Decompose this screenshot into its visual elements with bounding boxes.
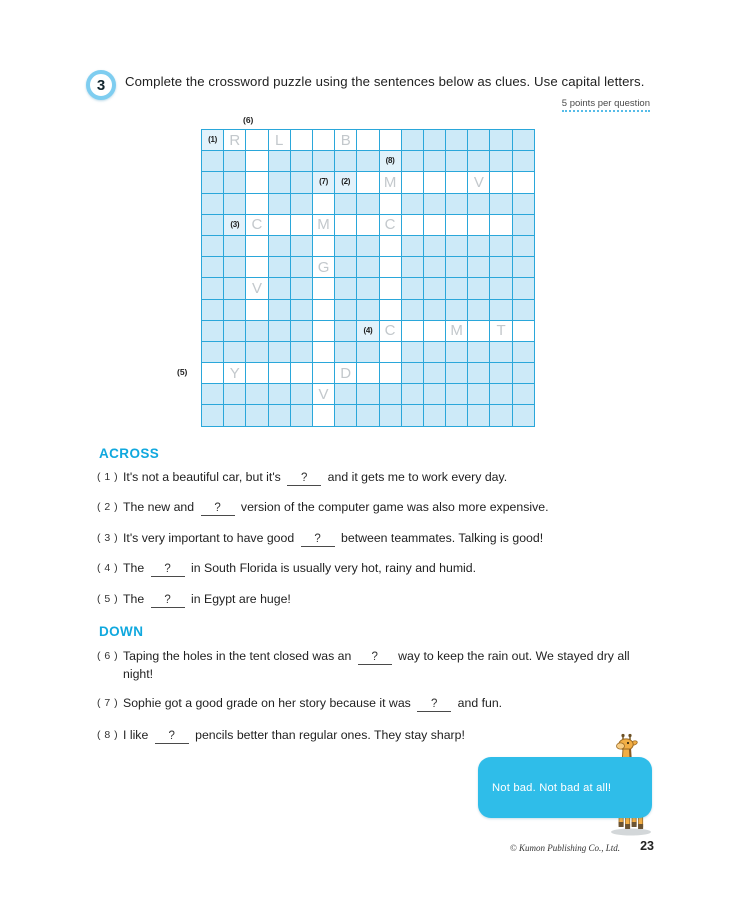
crossword-cell-white[interactable] — [513, 321, 534, 341]
crossword-cell-blue — [224, 151, 245, 171]
crossword-cell-blue — [202, 151, 223, 171]
grid-clue-number-5: (5) — [177, 367, 188, 377]
crossword-cell-white[interactable] — [335, 130, 356, 150]
crossword-cell-blue — [335, 172, 356, 192]
crossword-cell-white[interactable] — [335, 215, 356, 235]
crossword-cell-white[interactable] — [313, 130, 334, 150]
crossword-cell-blue — [468, 194, 489, 214]
crossword-cell-blue — [246, 321, 267, 341]
crossword-cell-blue — [335, 151, 356, 171]
crossword-cell-blue — [357, 300, 378, 320]
grid-clue-number: (4) — [363, 325, 373, 335]
clue-number: ( 6 ) — [97, 650, 119, 662]
speech-bubble — [478, 757, 652, 818]
crossword-cell-white[interactable] — [313, 278, 334, 298]
crossword-cell-white[interactable] — [246, 257, 267, 277]
crossword-cell-blue — [513, 151, 534, 171]
crossword-cell-blue — [490, 194, 511, 214]
crossword-cell-blue — [269, 321, 290, 341]
crossword-cell-blue — [490, 278, 511, 298]
crossword-cell-blue — [357, 342, 378, 362]
crossword-cell-blue — [402, 363, 423, 383]
crossword-cell-blue — [269, 151, 290, 171]
crossword-cell-blue — [357, 194, 378, 214]
crossword-cell-blue — [490, 405, 511, 425]
crossword-cell-white[interactable] — [313, 236, 334, 256]
crossword-cell-blue — [202, 342, 223, 362]
clue-text: The new and ? version of the computer game was also more expensive. — [123, 500, 549, 514]
clue-item — [97, 590, 669, 608]
clue-text: The ? in Egypt are huge! — [123, 592, 291, 606]
crossword-cell-blue — [224, 278, 245, 298]
guide-letter: M — [317, 216, 330, 234]
crossword-cell-white[interactable] — [490, 215, 511, 235]
crossword-cell-blue — [335, 194, 356, 214]
guide-letter: V — [318, 385, 329, 403]
crossword-cell-white[interactable] — [468, 215, 489, 235]
crossword-cell-white[interactable] — [380, 215, 401, 235]
crossword-cell-blue — [291, 405, 312, 425]
crossword-cell-blue — [513, 384, 534, 404]
crossword-cell-white[interactable] — [313, 342, 334, 362]
crossword-cell-blue — [490, 384, 511, 404]
grid-clue-number: (3) — [230, 219, 240, 229]
guide-letter: V — [251, 279, 262, 297]
crossword-cell-white[interactable] — [246, 278, 267, 298]
crossword-cell-blue — [269, 300, 290, 320]
crossword-cell-blue — [291, 194, 312, 214]
clue-item — [97, 498, 669, 516]
crossword-cell-blue — [513, 342, 534, 362]
crossword-cell-blue — [224, 172, 245, 192]
crossword-cell-blue — [446, 130, 467, 150]
crossword-cell-white[interactable] — [357, 130, 378, 150]
clue-item — [97, 468, 669, 486]
crossword-cell-blue — [402, 236, 423, 256]
crossword-cell-blue — [224, 384, 245, 404]
crossword-cell-blue — [513, 194, 534, 214]
crossword-cell-blue — [424, 130, 445, 150]
crossword-cell-blue — [424, 278, 445, 298]
clue-number: ( 1 ) — [97, 471, 119, 483]
guide-letter: B — [340, 131, 351, 149]
crossword-cell-blue — [291, 384, 312, 404]
crossword-cell-blue — [246, 384, 267, 404]
crossword-cell-blue — [490, 257, 511, 277]
crossword-cell-blue — [291, 278, 312, 298]
guide-letter: C — [384, 322, 396, 340]
crossword-cell-white[interactable] — [357, 363, 378, 383]
crossword-cell-blue — [446, 194, 467, 214]
crossword-cell-blue — [291, 257, 312, 277]
crossword-cell-blue — [269, 384, 290, 404]
crossword-cell-blue — [202, 321, 223, 341]
speech-bubble-text: Not bad. Not bad at all! — [492, 781, 612, 794]
guide-letter: T — [496, 322, 506, 340]
clue-item — [97, 529, 669, 547]
grid-clue-number: (1) — [208, 135, 218, 145]
crossword-cell-blue — [402, 384, 423, 404]
guide-letter: C — [384, 216, 396, 234]
crossword-cell-blue — [402, 194, 423, 214]
crossword-cell-white[interactable] — [269, 215, 290, 235]
crossword-cell-white[interactable] — [335, 363, 356, 383]
crossword-cell-white[interactable] — [402, 172, 423, 192]
crossword-cell-blue — [357, 278, 378, 298]
crossword-cell-blue — [424, 405, 445, 425]
crossword-cell-blue — [513, 215, 534, 235]
crossword-cell-white[interactable] — [313, 363, 334, 383]
crossword-cell-blue — [335, 278, 356, 298]
crossword-cell-blue — [335, 384, 356, 404]
points-note: 5 points per question — [562, 98, 650, 112]
crossword-cell-blue — [224, 236, 245, 256]
crossword-cell-blue — [202, 257, 223, 277]
guide-letter: M — [450, 322, 463, 340]
clue-item — [97, 647, 669, 683]
crossword-cell-blue — [468, 257, 489, 277]
down-heading: DOWN — [99, 624, 144, 639]
crossword-cell-blue — [424, 236, 445, 256]
clue-item — [97, 559, 669, 577]
crossword-cell-blue — [468, 278, 489, 298]
crossword-cell-blue — [291, 151, 312, 171]
crossword-cell-blue — [446, 300, 467, 320]
crossword-cell-blue — [291, 236, 312, 256]
crossword-cell-white[interactable] — [490, 321, 511, 341]
crossword-cell-blue — [246, 405, 267, 425]
crossword-cell-white[interactable] — [424, 172, 445, 192]
crossword-cell-white[interactable] — [269, 130, 290, 150]
crossword-cell-blue — [357, 236, 378, 256]
crossword-grid — [201, 129, 535, 427]
crossword-cell-blue — [446, 363, 467, 383]
crossword-cell-white[interactable] — [313, 321, 334, 341]
crossword-cell-blue — [468, 342, 489, 362]
crossword-cell-blue — [291, 300, 312, 320]
crossword-cell-blue — [313, 172, 334, 192]
crossword-cell-blue — [380, 405, 401, 425]
crossword-cell-blue — [269, 257, 290, 277]
crossword-cell-white[interactable] — [246, 300, 267, 320]
crossword-cell-white[interactable] — [246, 172, 267, 192]
crossword-cell-blue — [357, 151, 378, 171]
crossword-cell-blue — [357, 321, 378, 341]
crossword-cell-blue — [402, 278, 423, 298]
guide-letter: C — [251, 216, 263, 234]
crossword-cell-blue — [490, 300, 511, 320]
answer-blank[interactable]: ? — [301, 532, 335, 547]
clue-text: It's very important to have good ? between teammates. Talking is good! — [123, 531, 544, 545]
crossword-cell-blue — [468, 151, 489, 171]
crossword-cell-blue — [335, 257, 356, 277]
crossword-cell-blue — [424, 257, 445, 277]
crossword-cell-blue — [224, 257, 245, 277]
crossword-cell-blue — [357, 384, 378, 404]
guide-letter: Y — [229, 364, 240, 382]
crossword-cell-blue — [291, 342, 312, 362]
crossword-cell-blue — [424, 363, 445, 383]
crossword-cell-blue — [446, 342, 467, 362]
crossword-cell-white[interactable] — [269, 363, 290, 383]
crossword-cell-blue — [468, 384, 489, 404]
crossword-cell-blue — [202, 215, 223, 235]
crossword-cell-blue — [468, 236, 489, 256]
crossword-cell-blue — [246, 342, 267, 362]
crossword-cell-blue — [513, 236, 534, 256]
answer-blank[interactable]: ? — [151, 562, 185, 577]
crossword-cell-blue — [269, 194, 290, 214]
crossword-cell-blue — [402, 151, 423, 171]
crossword-cell-blue — [335, 300, 356, 320]
clue-number: ( 8 ) — [97, 729, 119, 741]
crossword-cell-white[interactable] — [291, 363, 312, 383]
question-number: 3 — [96, 76, 106, 94]
crossword-cell-white[interactable] — [224, 363, 245, 383]
crossword-cell-white[interactable] — [446, 215, 467, 235]
page-number: 23 — [640, 839, 654, 853]
crossword-cell-white[interactable] — [446, 172, 467, 192]
crossword-cell-blue — [513, 363, 534, 383]
answer-blank[interactable]: ? — [155, 729, 189, 744]
crossword-cell-blue — [513, 405, 534, 425]
crossword-cell-blue — [490, 363, 511, 383]
crossword-cell-blue — [224, 405, 245, 425]
crossword-cell-white[interactable] — [313, 257, 334, 277]
crossword-cell-blue — [513, 278, 534, 298]
crossword-cell-blue — [468, 130, 489, 150]
clue-text: The ? in South Florida is usually very hot, rainy and humid. — [123, 561, 477, 575]
guide-letter: V — [473, 173, 484, 191]
across-heading: ACROSS — [99, 446, 160, 461]
clue-text: Sophie got a good grade on her story because it was ? and fun. — [123, 696, 503, 710]
crossword-cell-blue — [202, 384, 223, 404]
crossword-cell-blue — [424, 194, 445, 214]
instruction-text: Complete the crossword puzzle using the sentences below as clues. Use capital letters. — [125, 74, 645, 89]
crossword-cell-white[interactable] — [490, 172, 511, 192]
crossword-cell-blue — [224, 342, 245, 362]
crossword-cell-blue — [468, 405, 489, 425]
answer-blank[interactable]: ? — [151, 593, 185, 608]
crossword-cell-white[interactable] — [402, 215, 423, 235]
crossword-cell-white[interactable] — [202, 363, 223, 383]
crossword-cell-blue — [490, 236, 511, 256]
crossword-cell-blue — [402, 257, 423, 277]
crossword-cell-blue — [490, 130, 511, 150]
crossword-cell-white[interactable] — [313, 405, 334, 425]
clue-number: ( 5 ) — [97, 593, 119, 605]
crossword-cell-white[interactable] — [313, 194, 334, 214]
crossword-cell-blue — [402, 342, 423, 362]
grid-clue-number: (8) — [385, 156, 395, 166]
crossword-cell-blue — [446, 151, 467, 171]
crossword-cell-white[interactable] — [380, 130, 401, 150]
crossword-cell-white[interactable] — [424, 215, 445, 235]
guide-letter: M — [383, 173, 397, 191]
crossword-cell-white[interactable] — [357, 172, 378, 192]
crossword-cell-white[interactable] — [380, 342, 401, 362]
crossword-cell-white[interactable] — [313, 384, 334, 404]
crossword-cell-white[interactable] — [380, 321, 401, 341]
crossword-cell-blue — [424, 342, 445, 362]
crossword-cell-white[interactable] — [313, 300, 334, 320]
answer-blank[interactable]: ? — [358, 650, 392, 665]
clue-item — [97, 726, 669, 744]
crossword-cell-blue — [291, 321, 312, 341]
crossword-cell-blue — [269, 405, 290, 425]
crossword-cell-blue — [424, 300, 445, 320]
crossword-cell-blue — [224, 300, 245, 320]
crossword-cell-blue — [402, 405, 423, 425]
crossword-cell-white[interactable] — [224, 130, 245, 150]
crossword-cell-blue — [335, 321, 356, 341]
crossword-cell-blue — [269, 236, 290, 256]
crossword-cell-white[interactable] — [380, 300, 401, 320]
clue-text: I like ? pencils better than regular ones. They stay sharp! — [123, 728, 465, 742]
crossword-cell-blue — [202, 172, 223, 192]
crossword-cell-blue — [202, 130, 223, 150]
points-note-wrap — [0, 93, 650, 112]
clue-text: It's not a beautiful car, but it's ? and it gets me to work every day. — [123, 470, 508, 484]
answer-blank[interactable]: ? — [417, 697, 451, 712]
crossword-cell-white[interactable] — [291, 215, 312, 235]
crossword-cell-white[interactable] — [424, 321, 445, 341]
clue-text: Taping the holes in the tent closed was an ? way to keep the rain out. We stayed dry all night! — [123, 649, 630, 681]
crossword-cell-blue — [513, 130, 534, 150]
crossword-cell-white[interactable] — [380, 278, 401, 298]
crossword-cell-blue — [468, 300, 489, 320]
crossword-cell-blue — [446, 405, 467, 425]
grid-clue-number-6: (6) — [243, 115, 254, 125]
guide-letter: L — [274, 131, 284, 149]
crossword-cell-blue — [224, 321, 245, 341]
crossword-cell-blue — [313, 151, 334, 171]
grid-clue-number: (2) — [341, 177, 351, 187]
crossword-cell-white[interactable] — [380, 172, 401, 192]
crossword-cell-blue — [490, 151, 511, 171]
crossword-cell-blue — [357, 405, 378, 425]
crossword-cell-white[interactable] — [246, 215, 267, 235]
crossword-cell-blue — [224, 194, 245, 214]
crossword-cell-white[interactable] — [446, 321, 467, 341]
crossword-cell-white[interactable] — [246, 194, 267, 214]
crossword-cell-blue — [202, 405, 223, 425]
crossword-cell-white[interactable] — [246, 130, 267, 150]
crossword-cell-blue — [490, 342, 511, 362]
crossword-cell-white[interactable] — [468, 172, 489, 192]
crossword-cell-white[interactable] — [246, 363, 267, 383]
crossword-cell-white[interactable] — [380, 363, 401, 383]
guide-letter: R — [229, 131, 241, 149]
crossword-cell-blue — [402, 130, 423, 150]
crossword-cell-blue — [424, 151, 445, 171]
crossword-cell-blue — [446, 384, 467, 404]
crossword-cell-blue — [446, 257, 467, 277]
crossword-cell-blue — [446, 278, 467, 298]
crossword-cell-blue — [335, 236, 356, 256]
crossword-cell-white[interactable] — [402, 321, 423, 341]
crossword-cell-blue — [202, 300, 223, 320]
crossword-cell-blue — [224, 215, 245, 235]
crossword-cell-blue — [202, 236, 223, 256]
clue-number: ( 4 ) — [97, 562, 119, 574]
crossword-cell-blue — [291, 172, 312, 192]
crossword-cell-blue — [380, 384, 401, 404]
crossword-cell-white[interactable] — [380, 257, 401, 277]
answer-blank[interactable]: ? — [287, 471, 321, 486]
clue-item — [97, 694, 669, 712]
copyright-text: © Kumon Publishing Co., Ltd. — [509, 843, 620, 853]
crossword-cell-blue — [202, 278, 223, 298]
crossword-cell-white[interactable] — [380, 194, 401, 214]
crossword-cell-blue — [335, 342, 356, 362]
crossword-cell-white[interactable] — [246, 151, 267, 171]
crossword-cell-blue — [335, 405, 356, 425]
grid-clue-number: (7) — [319, 177, 328, 187]
crossword-cell-blue — [269, 172, 290, 192]
crossword-cell-blue — [269, 342, 290, 362]
crossword-cell-blue — [468, 363, 489, 383]
guide-letter: D — [340, 364, 352, 382]
guide-letter: G — [317, 258, 330, 276]
crossword-cell-blue — [380, 151, 401, 171]
crossword-cell-white[interactable] — [313, 215, 334, 235]
crossword-cell-blue — [402, 300, 423, 320]
answer-blank[interactable]: ? — [201, 501, 235, 516]
crossword-cell-white[interactable] — [513, 172, 534, 192]
crossword-cell-blue — [513, 300, 534, 320]
clue-number: ( 2 ) — [97, 501, 119, 513]
crossword-cell-white[interactable] — [291, 130, 312, 150]
crossword-cell-white[interactable] — [357, 215, 378, 235]
crossword-cell-white[interactable] — [468, 321, 489, 341]
crossword-cell-blue — [424, 384, 445, 404]
clue-number: ( 7 ) — [97, 697, 119, 709]
crossword-cell-white[interactable] — [380, 236, 401, 256]
crossword-cell-white[interactable] — [246, 236, 267, 256]
crossword-cell-blue — [357, 257, 378, 277]
clue-number: ( 3 ) — [97, 532, 119, 544]
crossword-cell-blue — [513, 257, 534, 277]
crossword-cell-blue — [446, 236, 467, 256]
crossword-cell-blue — [202, 194, 223, 214]
crossword-cell-blue — [269, 278, 290, 298]
